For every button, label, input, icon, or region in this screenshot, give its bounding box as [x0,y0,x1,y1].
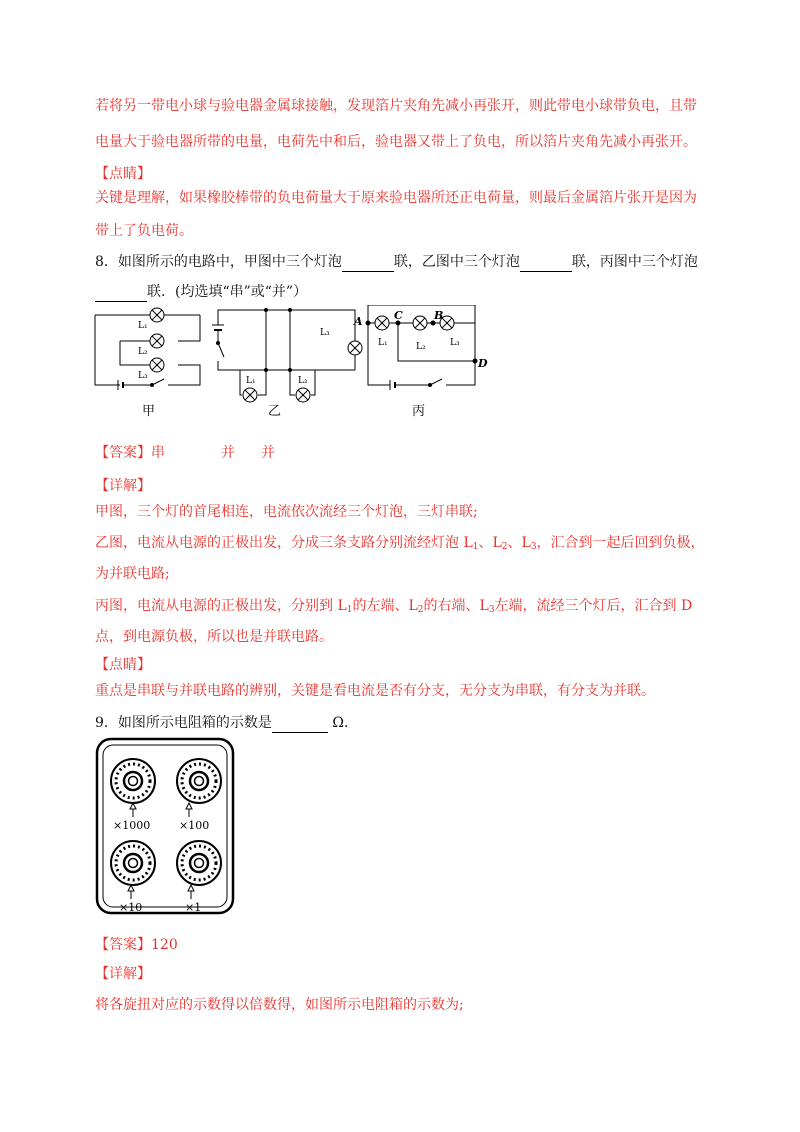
q8-stem-d: 联．(均选填“串”或“并”） [147,284,308,300]
q9-blank[interactable] [272,716,328,733]
q8-answer-line [95,443,275,463]
jia-label-l3: L₃ [138,371,148,381]
q7-dianjing-line2: 带上了负电荷。 [95,223,193,239]
knob-10 [111,841,155,885]
bing-label-l3: L₃ [450,338,460,348]
q8-stem-c: 联，丙图中三个灯泡 [571,254,698,270]
q8-detail-bing-d: 左端，流经三个灯后，汇合到 D [494,598,693,614]
yi-label-l3: L₃ [320,328,330,338]
knob-100 [177,759,221,803]
q8-answer-tag: 【答案】 [95,445,151,461]
circuit-yi [212,309,355,396]
jia-lamp-l3 [150,358,164,372]
jia-lamp-l2 [150,334,164,348]
q8-detail-yi-b: 、L [478,535,502,551]
q8-detail-tag: 【详解】 [95,478,151,494]
q7-dianjing-tag: 【点睛】 [95,166,151,182]
bing-point-a: A [354,315,363,328]
q7-dianjing-line1: 关键是理解，如果橡胶棒带的负电荷量大于原来验电器所还正电荷量，则最后金属箔片张开是因为 [95,190,697,206]
q8-detail-yi-d: ，汇合到一起后回到负极， [536,535,705,551]
multiplier-10: ×10 [119,901,143,914]
q8-detail-bing-b: 的左端、L [352,598,418,614]
bing-label-l2: L₂ [416,342,426,352]
q9-answer: 120 [151,937,178,953]
q9-detail-tag: 【详解】 [95,966,151,982]
q8-stem-a: 8．如图所示的电路中，甲图中三个灯泡 [95,254,342,270]
q8-dianjing-text: 重点是串联与并联电路的辨别，关键是看电流是否有分支，无分支为串联，有分支为并联。 [95,683,655,699]
q8-detail-yi-a: 乙图，电流从电源的正极出发，分成三条支路分别流经灯泡 L [95,535,473,551]
q8-stem-b: 联，乙图中三个灯泡 [393,254,520,270]
q7-text-line1: 若将另一带电小球与验电器金属球接触，发现箔片夹角先减小再张开，则此带电小球带负电，且带 [95,98,697,114]
q9-answer-line [95,935,178,955]
bing-label-l1: L₁ [378,338,388,348]
multiplier-1: ×1 [185,901,202,914]
q8-blank-1[interactable] [342,255,394,272]
sub-1: 1 [346,605,353,615]
q8-detail-jia: 甲图，三个灯的首尾相连，电流依次流经三个灯泡，三灯串联; [95,504,478,520]
yi-label-l2: L₂ [298,376,308,386]
q8-detail-bing [95,596,692,616]
q8-blank-3[interactable] [95,285,147,302]
knob-1000 [111,759,155,803]
q8-detail-yi-line2: 为并联电路; [95,566,170,582]
q8-answer-3: 并 [261,445,275,461]
yi-lamp-l2 [296,388,310,402]
q9-stem-b: Ω． [327,715,358,731]
q8-stem-line2 [95,282,307,302]
bing-lamp-l2 [413,316,427,330]
knob-1 [177,841,221,885]
q9-stem-a: 9．如图所示电阻箱的示数是 [95,715,272,731]
multiplier-1000: ×1000 [113,819,151,832]
q8-detail-bing-a: 丙图，电流从电源的正极出发，分别到 L [95,598,347,614]
bing-caption: 丙 [412,404,426,419]
q9-answer-tag: 【答案】 [95,937,151,953]
yi-label-l1: L₁ [246,376,256,386]
q8-answer-2: 并 [221,445,235,461]
q8-detail-yi [95,533,705,553]
bing-point-c: C [394,309,403,322]
jia-label-l1: L₁ [138,321,148,331]
q8-answer-1: 串 [151,445,165,461]
jia-label-l2: L₂ [138,347,148,357]
sub-3: 3 [530,542,537,552]
sub-2: 2 [501,542,508,552]
q8-dianjing-tag: 【点睛】 [95,657,151,673]
sub-1: 1 [472,542,479,552]
jia-caption: 甲 [142,404,156,419]
q9-stem [95,713,358,733]
jia-lamp-l1 [150,308,164,322]
q8-stem-line1 [95,252,698,272]
q8-blank-2[interactable] [520,255,572,272]
bing-lamp-l1 [375,316,389,330]
bing-point-b: B [434,309,444,322]
q8-circuit-figure [90,305,500,420]
sub-3: 3 [488,605,495,615]
yi-lamp-l3 [348,341,362,355]
q7-text-line2: 电量大于验电器所带的电量，电荷先中和后，验电器又带上了负电，所以箔片夹角先减小再张开。 [95,134,697,150]
q8-detail-yi-c: 、L [507,535,531,551]
bing-point-d: D [478,357,488,370]
q9-resistance-box [95,737,235,915]
yi-caption: 乙 [268,404,282,419]
multiplier-100: ×100 [179,819,210,832]
yi-lamp-l1 [243,388,257,402]
q8-detail-bing-c: 的右端、L [423,598,489,614]
sub-2: 2 [417,605,424,615]
q9-detail-text: 将各旋扭对应的示数得以倍数得，如图所示电阻箱的示数为; [95,997,464,1013]
q8-detail-bing-line2: 点，到电源负极，所以也是并联电路。 [95,629,333,645]
